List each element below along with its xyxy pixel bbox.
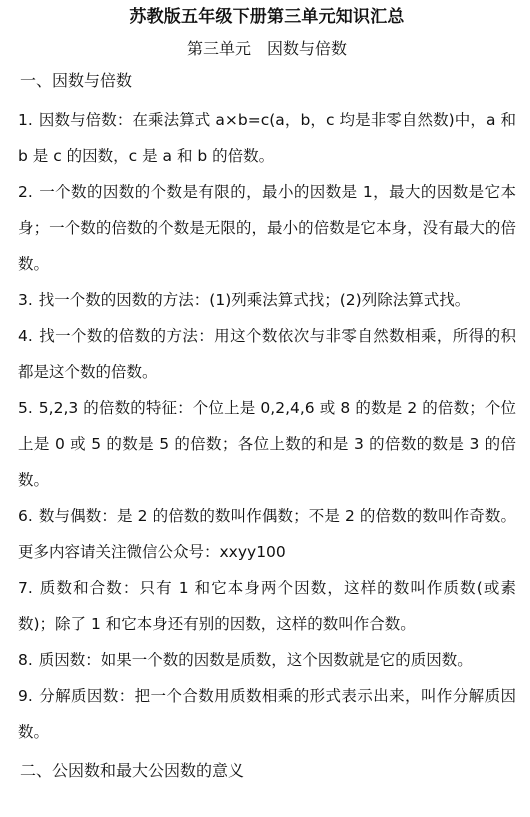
item-number: 3. <box>18 291 33 309</box>
item-text: 一个数的因数的个数是有限的，最小的因数是 1，最大的因数是它本身；一个数的倍数的个数是无限的，最小的倍数是它本身，没有最大的倍数。 <box>18 183 516 273</box>
section-common-factors <box>18 760 516 782</box>
list-item <box>18 642 516 678</box>
item-text: 因数与倍数：在乘法算式 a×b=c(a，b，c 均是非零自然数)中，a 和 b 是 c 的因数，c 是 a 和 b 的倍数。 <box>18 111 516 165</box>
item-number: 4. <box>18 327 33 345</box>
list-item <box>18 678 516 750</box>
item-text: 5,2,3 的倍数的特征：个位上是 0,2,4,6 或 8 的数是 2 的倍数；个位上是 0 或 5 的数是 5 的倍数；各位上数的和是 3 的倍数的数是 3 的倍数。 <box>18 399 516 489</box>
list-item <box>18 498 516 570</box>
section-heading: 一、因数与倍数 <box>20 71 133 90</box>
item-number: 2. <box>18 183 33 201</box>
item-number: 7. <box>18 579 33 597</box>
section-heading: 二、公因数和最大公因数的意义 <box>20 761 245 780</box>
item-number: 8. <box>18 651 33 669</box>
item-text: 质因数：如果一个数的因数是质数，这个因数就是它的质因数。 <box>38 651 473 669</box>
item-text: 质数和合数：只有 1 和它本身两个因数，这样的数叫作质数(或素数)；除了 1 和它本身还有别的因数，这样的数叫作合数。 <box>18 579 516 633</box>
item-number: 6. <box>18 507 33 525</box>
list-item <box>18 282 516 318</box>
item-number: 9. <box>18 687 33 705</box>
item-text: 分解质因数：把一个合数用质数相乘的形式表示出来，叫作分解质因数。 <box>18 687 516 741</box>
list-item <box>18 174 516 282</box>
item-text: 数与偶数：是 2 的倍数的数叫作偶数；不是 2 的倍数的数叫作奇数。更多内容请关注微信公众号：xxyy100 <box>18 507 516 561</box>
list-item <box>18 318 516 390</box>
section-factors-multiples <box>18 70 516 750</box>
list-item <box>18 570 516 642</box>
document-title: 苏教版五年级下册第三单元知识汇总 <box>129 7 405 27</box>
list-item <box>18 102 516 174</box>
item-number: 5. <box>18 399 33 417</box>
list-item <box>18 390 516 498</box>
unit-subtitle: 第三单元 因数与倍数 <box>186 39 347 58</box>
item-text: 找一个数的因数的方法：(1)列乘法算式找；(2)列除法算式找。 <box>38 291 471 309</box>
item-number: 1. <box>18 111 33 129</box>
item-text: 找一个数的倍数的方法：用这个数依次与非零自然数相乘，所得的积都是这个数的倍数。 <box>18 327 516 381</box>
